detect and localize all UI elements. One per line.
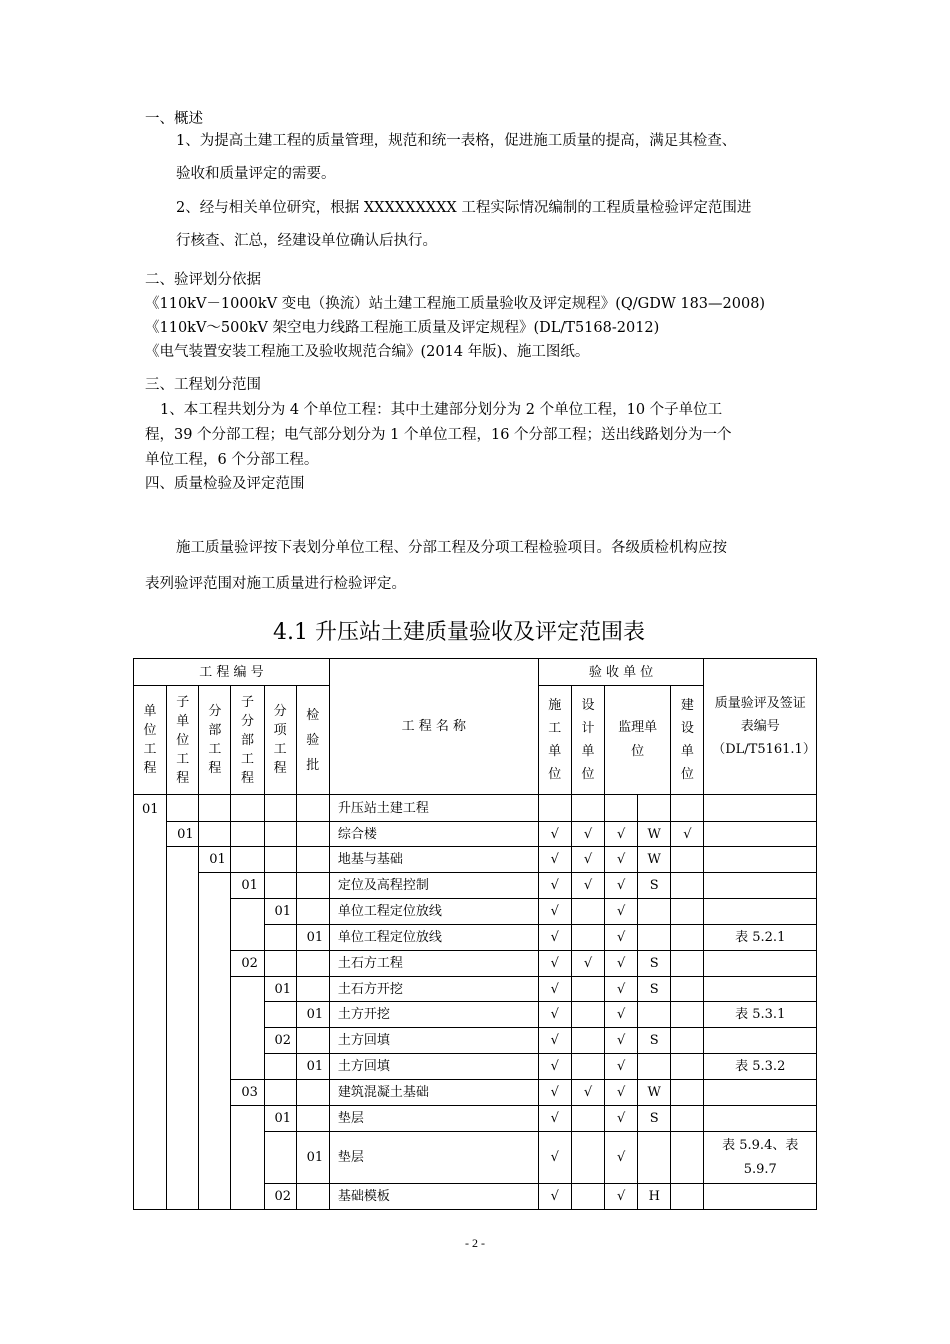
header-design: 设计单位: [571, 686, 604, 795]
row-name: 综合楼: [329, 822, 538, 847]
table-row: 02 土石方工程 √ √ √ S: [134, 951, 817, 977]
section-2-title: 二、验评划分依据: [145, 272, 261, 288]
table-row: 01 垫层 √ √ 表 5.9.4、表 5.9.7: [134, 1132, 817, 1184]
row-name: 地基与基础: [329, 847, 538, 873]
table-row: 01 综合楼 √ √ √ W √: [134, 822, 817, 847]
header-construct: 施工单位: [538, 686, 571, 795]
row-name: 建筑混凝土基础: [329, 1080, 538, 1106]
row-name: 土方回填: [329, 1054, 538, 1080]
row-form: 表 5.9.4、表 5.9.7: [704, 1132, 817, 1184]
table-row: 01 土方回填 √ √ 表 5.3.2: [134, 1054, 817, 1080]
quality-range-table: [133, 658, 817, 1210]
table-row: 01 土石方开挖 √ √ S: [134, 977, 817, 1002]
row-name: 土石方工程: [329, 951, 538, 977]
header-part: 分部工程: [199, 686, 231, 795]
row-name: 定位及高程控制: [329, 873, 538, 899]
code-batch: 01: [296, 1054, 329, 1080]
section-1-para-1-line-1: 1、为提高土建工程的质量管理，规范和统一表格，促进施工质量的提高，满足其检查、: [176, 133, 737, 149]
table-row: 03 建筑混凝土基础 √ √ √ W: [134, 1080, 817, 1106]
header-form: 质量验评及签证表编号（DL/T5161.1）: [704, 659, 817, 795]
header-supervise: 监理单位: [605, 686, 671, 795]
header-unit: 单位工程: [134, 686, 167, 795]
code-batch: 01: [296, 925, 329, 951]
code-subpart: 03: [231, 1080, 264, 1106]
table-row: 01 定位及高程控制 √ √ √ S: [134, 873, 817, 899]
row-name: 土石方开挖: [329, 977, 538, 1002]
row-name: 单位工程定位放线: [329, 925, 538, 951]
section-2-line-1: 《110kV－1000kV 变电（换流）站土建工程施工质量验收及评定规程》(Q/GDW 183—2008): [145, 296, 766, 312]
section-1-title: 一、概述: [145, 111, 203, 127]
row-name: 基础模板: [329, 1184, 538, 1210]
code-subpart: 01: [231, 873, 264, 899]
section-3-line-2: 程，39 个分部工程；电气部分划分为 1 个单位工程，16 个分部工程；送出线路划分为一个: [145, 427, 732, 443]
code-item: 01: [264, 1106, 296, 1132]
header-item: 分项工程: [264, 686, 296, 795]
table-row: 02 土方回填 √ √ S: [134, 1028, 817, 1054]
section-1-para-2-line-2: 行核查、汇总，经建设单位确认后执行。: [176, 233, 437, 249]
section-4-title: 四、质量检验及评定范围: [145, 476, 305, 492]
row-name: 土方开挖: [329, 1002, 538, 1028]
row-name: 土方回填: [329, 1028, 538, 1054]
row-name: 升压站土建工程: [329, 795, 538, 822]
header-group-accept: 验 收 单 位: [538, 659, 704, 686]
table-row: 01 单位工程定位放线 √ √: [134, 899, 817, 925]
section-4-para-line-2: 表列验评范围对施工质量进行检验评定。: [145, 576, 406, 592]
header-batch: 检验批: [296, 686, 329, 795]
section-3-line-3: 单位工程，6 个分部工程。: [145, 452, 319, 468]
code-part: 01: [199, 847, 231, 873]
header-owner: 建设单位: [671, 686, 704, 795]
section-3-line-1: 1、本工程共划分为 4 个单位工程：其中土建部分划分为 2 个单位工程，10 个子单位工: [160, 402, 723, 418]
header-name: 工 程 名 称: [329, 659, 538, 795]
table-title: 4.1 升压站土建质量验收及评定范围表: [273, 620, 645, 645]
table-row: 02 基础模板 √ √ H: [134, 1184, 817, 1210]
code-subunit: 01: [167, 822, 199, 847]
table-row: 01 单位工程定位放线 √ √ 表 5.2.1: [134, 925, 817, 951]
section-2-line-3: 《电气装置安装工程施工及验收规范合编》(2014 年版)、施工图纸。: [145, 344, 590, 360]
table-row: 01 垫层 √ √ S: [134, 1106, 817, 1132]
section-4-para-line-1: 施工质量验评按下表划分单位工程、分部工程及分项工程检验项目。各级质检机构应按: [176, 540, 727, 556]
code-unit: 01: [134, 795, 167, 1210]
section-3-title: 三、工程划分范围: [145, 377, 261, 393]
table-row: 01 地基与基础 √ √ √ W: [134, 847, 817, 873]
section-1-para-1-line-2: 验收和质量评定的需要。: [176, 166, 336, 182]
table-row: [134, 795, 817, 822]
code-item: 02: [264, 1184, 296, 1210]
code-batch: 01: [296, 1132, 329, 1184]
header-group-code: 工 程 编 号: [134, 659, 330, 686]
section-1-para-2-line-1: 2、经与相关单位研究，根据 XXXXXXXXX 工程实际情况编制的工程质量检验评定范围进: [176, 200, 752, 216]
table-row: 01 土方开挖 √ √ 表 5.3.1: [134, 1002, 817, 1028]
header-subunit: 子单位工程: [167, 686, 199, 795]
page-number: - 2 -: [465, 1236, 485, 1250]
code-item: 01: [264, 899, 296, 925]
header-subpart: 子分部工程: [231, 686, 264, 795]
row-name: 垫层: [329, 1132, 538, 1184]
row-name: 单位工程定位放线: [329, 899, 538, 925]
code-item: 02: [264, 1028, 296, 1054]
row-name: 垫层: [329, 1106, 538, 1132]
code-batch: 01: [296, 1002, 329, 1028]
section-2-line-2: 《110kV～500kV 架空电力线路工程施工质量及评定规程》(DL/T5168-2012): [145, 320, 660, 336]
code-subpart: 02: [231, 951, 264, 977]
code-item: 01: [264, 977, 296, 1002]
